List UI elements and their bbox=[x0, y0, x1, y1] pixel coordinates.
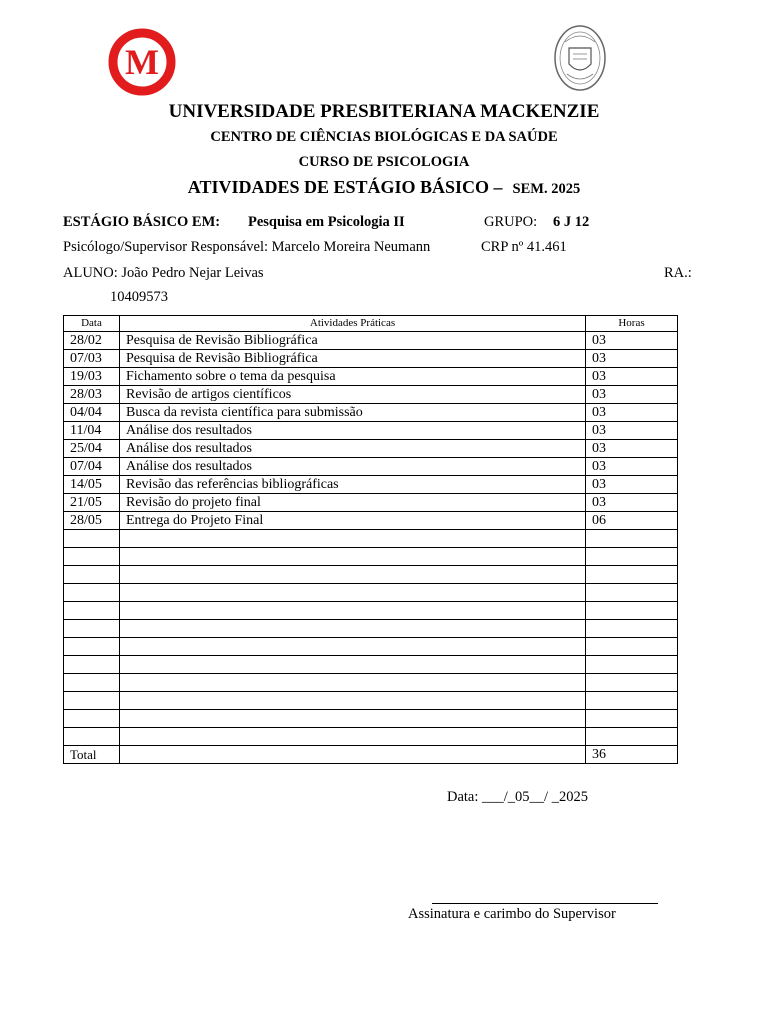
cell-date bbox=[64, 566, 120, 584]
cell-hours bbox=[586, 602, 678, 620]
cell-activity: Revisão das referências bibliográficas bbox=[120, 476, 586, 494]
table-row bbox=[64, 710, 678, 728]
student-line: ALUNO: João Pedro Nejar Leivas bbox=[63, 265, 264, 281]
cell-date bbox=[64, 692, 120, 710]
ra-value: 10409573 bbox=[110, 289, 168, 305]
mackenzie-logo bbox=[108, 28, 176, 96]
cell-date: 04/04 bbox=[64, 404, 120, 422]
table-row bbox=[64, 458, 678, 476]
cell-hours: 03 bbox=[586, 404, 678, 422]
cell-activity bbox=[120, 728, 586, 746]
cell-activity: Fichamento sobre o tema da pesquisa bbox=[120, 368, 586, 386]
title-text: ATIVIDADES DE ESTÁGIO BÁSICO – bbox=[187, 177, 503, 197]
table-header-row bbox=[64, 316, 678, 332]
stage-value: Pesquisa em Psicologia II bbox=[248, 214, 405, 230]
table-row bbox=[64, 620, 678, 638]
cell-date: 19/03 bbox=[64, 368, 120, 386]
total-label: Total bbox=[64, 746, 120, 764]
table-row bbox=[64, 674, 678, 692]
cell-hours: 03 bbox=[586, 386, 678, 404]
cell-activity: Entrega do Projeto Final bbox=[120, 512, 586, 530]
center-name: CENTRO DE CIÊNCIAS BIOLÓGICAS E DA SAÚDE bbox=[210, 129, 558, 145]
cell-activity bbox=[120, 692, 586, 710]
cell-hours bbox=[586, 674, 678, 692]
cell-hours: 03 bbox=[586, 440, 678, 458]
cell-date bbox=[64, 710, 120, 728]
cell-activity: Pesquisa de Revisão Bibliográfica bbox=[120, 332, 586, 350]
cell-date bbox=[64, 656, 120, 674]
cell-hours: 03 bbox=[586, 368, 678, 386]
cell-date bbox=[64, 674, 120, 692]
cell-activity: Busca da revista científica para submissão bbox=[120, 404, 586, 422]
table-row bbox=[64, 332, 678, 350]
cell-hours bbox=[586, 620, 678, 638]
cell-activity bbox=[120, 674, 586, 692]
cell-date: 07/03 bbox=[64, 350, 120, 368]
cell-hours: 03 bbox=[586, 476, 678, 494]
cell-activity: Análise dos resultados bbox=[120, 458, 586, 476]
university-name: UNIVERSIDADE PRESBITERIANA MACKENZIE bbox=[168, 101, 600, 122]
total-empty-cell bbox=[120, 746, 586, 764]
cell-activity: Análise dos resultados bbox=[120, 440, 586, 458]
cell-activity bbox=[120, 620, 586, 638]
col-header-hours: Horas bbox=[586, 316, 678, 332]
cell-hours bbox=[586, 692, 678, 710]
cell-activity bbox=[120, 584, 586, 602]
table-row bbox=[64, 404, 678, 422]
signature-caption: Assinatura e carimbo do Supervisor bbox=[408, 906, 616, 922]
cell-date: 07/04 bbox=[64, 458, 120, 476]
logo-letter: M bbox=[125, 42, 159, 82]
table-row bbox=[64, 440, 678, 458]
cell-activity: Revisão do projeto final bbox=[120, 494, 586, 512]
date-line: Data: ___/_05__/ _2025 bbox=[447, 789, 588, 805]
cell-date: 14/05 bbox=[64, 476, 120, 494]
table-row bbox=[64, 530, 678, 548]
cell-hours bbox=[586, 728, 678, 746]
cell-date: 11/04 bbox=[64, 422, 120, 440]
table-row bbox=[64, 602, 678, 620]
cell-date bbox=[64, 602, 120, 620]
course-name: CURSO DE PSICOLOGIA bbox=[298, 154, 470, 170]
cell-activity bbox=[120, 566, 586, 584]
semester-text: SEM. 2025 bbox=[512, 181, 581, 197]
table-row bbox=[64, 566, 678, 584]
cell-hours bbox=[586, 530, 678, 548]
stage-label: ESTÁGIO BÁSICO EM: bbox=[63, 214, 221, 230]
cell-hours: 06 bbox=[586, 512, 678, 530]
cell-hours: 03 bbox=[586, 422, 678, 440]
cell-activity: Revisão de artigos científicos bbox=[120, 386, 586, 404]
cell-date bbox=[64, 638, 120, 656]
table-row bbox=[64, 512, 678, 530]
table-row bbox=[64, 386, 678, 404]
table-row bbox=[64, 350, 678, 368]
table-row bbox=[64, 656, 678, 674]
table-row bbox=[64, 494, 678, 512]
cell-date: 28/05 bbox=[64, 512, 120, 530]
cell-activity bbox=[120, 548, 586, 566]
cell-hours bbox=[586, 548, 678, 566]
supervisor-line: Psicólogo/Supervisor Responsável: Marcelo Moreira Neumann bbox=[63, 239, 431, 255]
signature-line bbox=[432, 903, 658, 904]
cell-date: 25/04 bbox=[64, 440, 120, 458]
table-row bbox=[64, 638, 678, 656]
group-value: 6 J 12 bbox=[553, 214, 590, 230]
table-row bbox=[64, 728, 678, 746]
cell-date: 21/05 bbox=[64, 494, 120, 512]
cell-hours bbox=[586, 638, 678, 656]
cell-activity bbox=[120, 710, 586, 728]
page-title bbox=[0, 177, 768, 198]
table-row bbox=[64, 476, 678, 494]
cell-date bbox=[64, 584, 120, 602]
cell-hours: 03 bbox=[586, 494, 678, 512]
activities-table bbox=[63, 315, 678, 764]
cell-hours: 03 bbox=[586, 458, 678, 476]
cell-activity: Análise dos resultados bbox=[120, 422, 586, 440]
cell-date: 28/02 bbox=[64, 332, 120, 350]
table-row bbox=[64, 422, 678, 440]
cell-activity: Pesquisa de Revisão Bibliográfica bbox=[120, 350, 586, 368]
col-header-activities: Atividades Práticas bbox=[120, 316, 586, 332]
cell-hours: 03 bbox=[586, 332, 678, 350]
university-seal-icon bbox=[553, 24, 607, 92]
cell-hours: 03 bbox=[586, 350, 678, 368]
cell-date: 28/03 bbox=[64, 386, 120, 404]
cell-date bbox=[64, 548, 120, 566]
cell-activity bbox=[120, 530, 586, 548]
total-value: 36 bbox=[586, 746, 678, 764]
cell-date bbox=[64, 530, 120, 548]
crp-number: CRP nº 41.461 bbox=[481, 239, 567, 255]
table-row bbox=[64, 368, 678, 386]
ra-label: RA.: bbox=[664, 265, 692, 281]
table-row bbox=[64, 548, 678, 566]
table-row bbox=[64, 692, 678, 710]
cell-activity bbox=[120, 656, 586, 674]
cell-date bbox=[64, 728, 120, 746]
cell-hours bbox=[586, 584, 678, 602]
cell-hours bbox=[586, 656, 678, 674]
cell-hours bbox=[586, 710, 678, 728]
cell-activity bbox=[120, 602, 586, 620]
total-row bbox=[64, 746, 678, 764]
cell-date bbox=[64, 620, 120, 638]
table-row bbox=[64, 584, 678, 602]
group-label: GRUPO: bbox=[484, 214, 538, 230]
col-header-date: Data bbox=[64, 316, 120, 332]
cell-activity bbox=[120, 638, 586, 656]
cell-hours bbox=[586, 566, 678, 584]
